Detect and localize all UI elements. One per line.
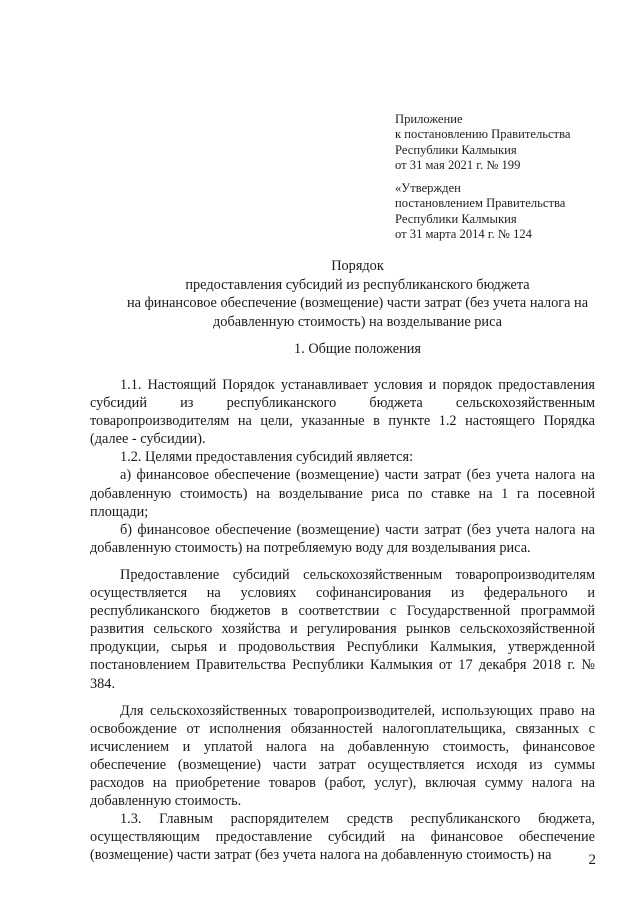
title-line: предоставления субсидий из республиканского бюджета [185, 276, 530, 293]
appendix-block [395, 112, 625, 173]
paragraph: 1.1. Настоящий Порядок устанавливает условия и порядок предоставления субсидий из республиканского бюджета сельскохозяйственным товаропроизводителям на цели, указанные в пункте 1.2 настоящего Порядка (далее - субсидии). [90, 377, 595, 448]
paragraph: 1.3. Главным распорядителем средств республиканского бюджета, осуществляющим предоставление субсидий на финансовое обеспечение (возмещение) части затрат (без учета налога на добавленную стоимость) на [90, 811, 595, 864]
appendix-line: Республики Калмыкия [395, 142, 517, 157]
section-heading: 1. Общие положения [294, 341, 421, 357]
paragraph: Предоставление субсидий сельскохозяйственным товаропроизводителям осуществляется на условиях софинансирования из федерального и республиканского бюджетов в соответствии с Государственной программой развития сельского хозяйства и регулирования рынков сельскохозяйственной продукции, сырья и продовольствия Республики Калмыкия, утвержденной постановлением Правительства Республики Калмыкия от 17 декабря 2018 г. № 384. [90, 566, 595, 692]
document-body [90, 376, 595, 864]
approval-line: Республики Калмыкия [395, 211, 517, 226]
title-line: добавленную стоимость) на возделывание риса [213, 313, 502, 330]
document-title [90, 257, 625, 331]
approval-line: «Утвержден [395, 181, 461, 195]
paragraph: Для сельскохозяйственных товаропроизводителей, использующих право на освобождение от исполнения обязанностей налогоплательщика, связанных с исчислением и уплатой налога на добавленную стоимость, финансовое обеспечение (возмещение) части затрат осуществляется исходя из суммы расходов на приобретение товаров (работ, услуг), включая сумму налога на добавленную стоимость. [90, 702, 595, 810]
title-line: на финансовое обеспечение (возмещение) части затрат (без учета налога на [126, 295, 589, 311]
appendix-line: к постановлению Правительства [395, 127, 571, 142]
appendix-line: от 31 мая 2021 г. № 199 [395, 157, 521, 172]
approval-line: постановлением Правительства [395, 196, 566, 211]
approval-block [395, 181, 625, 242]
paragraph: а) финансовое обеспечение (возмещение) части затрат (без учета налога на добавленную стоимость) на возделывание риса по ставке на 1 га посевной площади; [90, 467, 595, 520]
appendix-line: Приложение [395, 112, 463, 126]
page-number: 2 [588, 852, 596, 868]
approval-line: от 31 марта 2014 г. № 124 [395, 226, 532, 241]
paragraph: 1.2. Целями предоставления субсидий является: [120, 449, 414, 466]
paragraph: б) финансовое обеспечение (возмещение) части затрат (без учета налога на добавленную стоимость) на потребляемую воду для возделывания риса. [90, 521, 595, 556]
title-heading: Порядок [331, 258, 384, 274]
